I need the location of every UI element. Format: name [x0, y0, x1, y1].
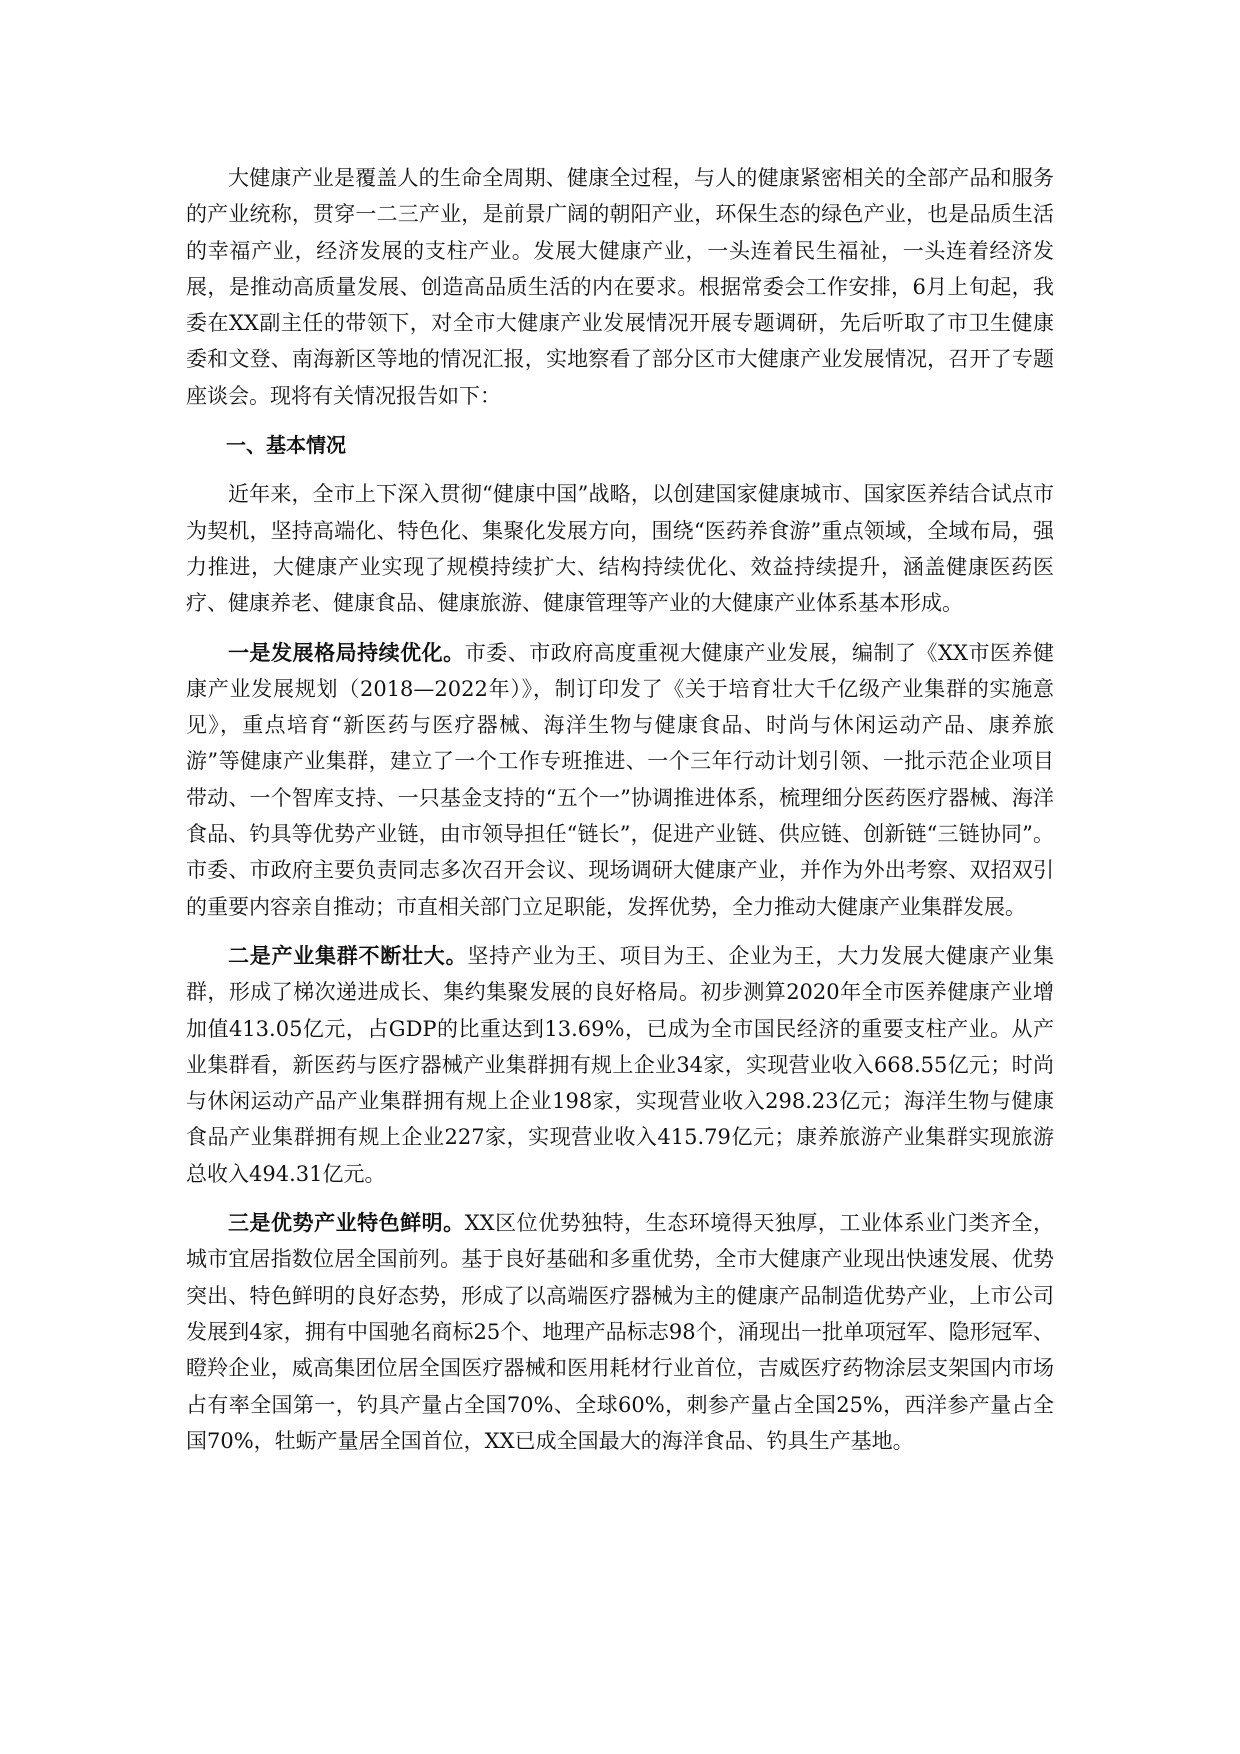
- overview-paragraph: [186, 476, 1054, 621]
- intro-paragraph: [186, 160, 1054, 414]
- paragraph-lead: 一是发展格局持续优化。: [228, 639, 465, 665]
- paragraph-text: XX区位优势独特，生态环境得天独厚，工业体系业门类齐全，城市宜居指数位居全国前列。基于良好基础和多重优势，全市大健康产业现出快速发展、优势突出、特色鲜明的良好态势，形成了以高端医疗器械为主的健康产品制造优势产业，上市公司发展到4家，拥有中国驰名商标25个、地理产品标志98个，涌现出一批单项冠军、隐形冠军、瞪羚企业，威高集团位居全国医疗器械和医用耗材行业首位，吉威医疗药物涂层支架国内市场占有率全国第一，钓具产量占全国70%、全球60%，刺参产量占全国25%，西洋参产量占全国70%，牡蛎产量居全国首位，XX已成全国最大的海洋食品、钓具生产基地。: [186, 1211, 1055, 1453]
- point-paragraph-industry-clusters: [186, 938, 1054, 1192]
- paragraph-text: 近年来，全市上下深入贯彻“健康中国”战略，以创建国家健康城市、国家医养结合试点市为契机，坚持高端化、特色化、集聚化发展方向，围绕“医药养食游”重点领域，全域布局，强力推进，大健康产业实现了规模持续扩大、结构持续优化、效益持续提升，涵盖健康医药医疗、健康养老、健康食品、健康旅游、健康管理等产业的大健康产业体系基本形成。: [186, 482, 1054, 616]
- paragraph-text: 市委、市政府高度重视大健康产业发展，编制了《XX市医养健康产业发展规划（2018—2022年）》，制订印发了《关于培育壮大千亿级产业集群的实施意见》，重点培育“新医药与医疗器械、海洋生物与健康食品、时尚与休闲运动产品、康养旅游”等健康产业集群，建立了一个工作专班推进、一个三年行动计划引领、一批示范企业项目带动、一个智库支持、一只基金支持的“五个一”协调推进体系，梳理细分医药医疗器械、海洋食品、钓具等优势产业链，由市领导担任“链长”，促进产业链、供应链、创新链“三链协同”。市委、市政府主要负责同志多次召开会议、现场调研大健康产业，并作为外出考察、双招双引的重要内容亲自推动；市直相关部门立足职能，发挥优势，全力推动大健康产业集群发展。: [186, 640, 1055, 919]
- point-paragraph-development-pattern: [186, 635, 1054, 925]
- paragraph-text: 坚持产业为王、项目为王、企业为王，大力发展大健康产业集群，形成了梯次递进成长、集约集聚发展的良好格局。初步测算2020年全市医养健康产业增加值413.05亿元，占GDP的比重达到13.69%，已成为全市国民经济的重要支柱产业。从产业集群看，新医药与医疗器械产业集群拥有规上企业34家，实现营业收入668.55亿元；时尚与休闲运动产品产业集群拥有规上企业198家，实现营业收入298.23亿元；海洋生物与健康食品产业集群拥有规上企业227家，实现营业收入415.79亿元；康养旅游产业集群实现旅游总收入494.31亿元。: [186, 943, 1055, 1186]
- paragraph-lead: 三是优势产业特色鲜明。: [228, 1210, 465, 1236]
- paragraph-lead: 二是产业集群不断壮大。: [228, 942, 468, 968]
- point-paragraph-advantage-industries: [186, 1205, 1054, 1459]
- document-page: [186, 160, 1054, 1472]
- paragraph-text: 大健康产业是覆盖人的生命全周期、健康全过程，与人的健康紧密相关的全部产品和服务的产业统称，贯穿一二三产业，是前景广阔的朝阳产业，环保生态的绿色产业，也是品质生活的幸福产业，经济发展的支柱产业。发展大健康产业，一头连着民生福祉，一头连着经济发展，是推动高质量发展、创造高品质生活的内在要求。根据常委会工作安排，6月上旬起，我委在XX副主任的带领下，对全市大健康产业发展情况开展专题调研，先后听取了市卫生健康委和文登、南海新区等地的情况汇报，实地察看了部分区市大健康产业发展情况，召开了专题座谈会。现将有关情况报告如下：: [186, 166, 1054, 408]
- section-heading-basic-situation: 一、基本情况: [226, 433, 346, 458]
